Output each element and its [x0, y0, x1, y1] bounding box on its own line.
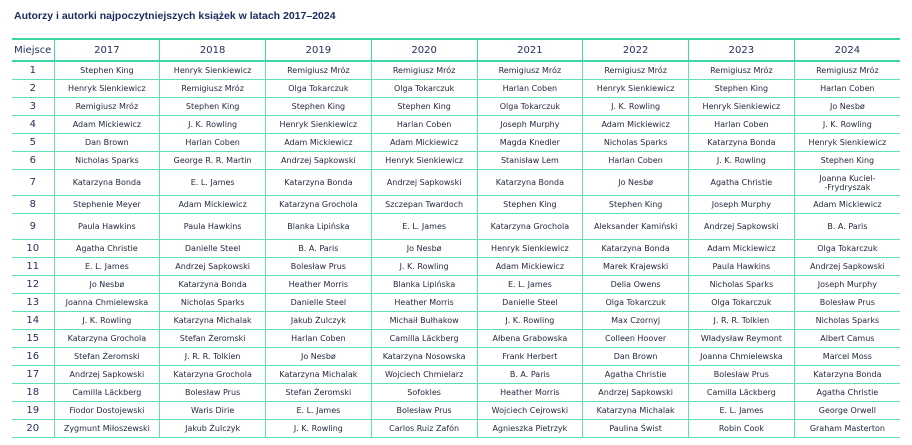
author-cell: Albert Camus — [794, 330, 900, 348]
author-cell: Fiodor Dostojewski — [54, 402, 160, 420]
author-cell: Agatha Christie — [689, 170, 795, 196]
author-cell: George Orwell — [794, 402, 900, 420]
author-cell: Bolesław Prus — [266, 258, 372, 276]
rank-cell: 19 — [12, 402, 54, 420]
author-cell: Bolesław Prus — [794, 294, 900, 312]
author-cell: Camilla Läckberg — [371, 330, 477, 348]
author-cell: J. K. Rowling — [266, 420, 372, 438]
author-cell: Katarzyna Grochola — [477, 214, 583, 240]
author-cell: Adam Mickiewicz — [477, 258, 583, 276]
author-cell: Stefan Żeromski — [54, 348, 160, 366]
author-cell: Bolesław Prus — [160, 384, 266, 402]
author-cell: J. K. Rowling — [54, 312, 160, 330]
rank-cell: 2 — [12, 80, 54, 98]
author-cell: Adam Mickiewicz — [371, 134, 477, 152]
author-cell: Jo Nesbø — [54, 276, 160, 294]
author-cell: B. A. Paris — [266, 240, 372, 258]
table-row — [12, 116, 900, 134]
author-cell: Henryk Sienkiewicz — [794, 134, 900, 152]
author-cell: Stephen King — [689, 80, 795, 98]
author-cell: Paula Hawkins — [54, 214, 160, 240]
author-cell: Henryk Sienkiewicz — [160, 61, 266, 80]
author-cell: Nicholas Sparks — [160, 294, 266, 312]
author-cell: Marcel Moss — [794, 348, 900, 366]
author-cell: Jo Nesbø — [583, 170, 689, 196]
rank-cell: 6 — [12, 152, 54, 170]
author-cell: Katarzyna Michalak — [583, 402, 689, 420]
author-cell: Katarzyna Bonda — [689, 134, 795, 152]
author-cell: Harlan Coben — [266, 330, 372, 348]
year-column-header: 2021 — [477, 39, 583, 61]
rank-cell: 12 — [12, 276, 54, 294]
author-cell: Heather Morris — [371, 294, 477, 312]
author-cell: Robin Cook — [689, 420, 795, 438]
author-cell: B. A. Paris — [794, 214, 900, 240]
author-cell: Ałbena Grabowska — [477, 330, 583, 348]
author-cell: Blanka Lipińska — [266, 214, 372, 240]
author-cell: B. A. Paris — [477, 366, 583, 384]
author-cell: Remigiusz Mróz — [160, 80, 266, 98]
author-cell: Stefan Żeromski — [160, 330, 266, 348]
author-cell: J. K. Rowling — [477, 312, 583, 330]
author-cell: Katarzyna Bonda — [160, 276, 266, 294]
header-row — [12, 39, 900, 61]
year-column-header: 2019 — [266, 39, 372, 61]
author-cell: E. L. James — [54, 258, 160, 276]
author-cell: Harlan Coben — [371, 116, 477, 134]
author-cell: Carlos Ruiz Zafón — [371, 420, 477, 438]
table-row — [12, 196, 900, 214]
author-cell: Agatha Christie — [54, 240, 160, 258]
author-cell: J. K. Rowling — [794, 116, 900, 134]
author-cell: Nicholas Sparks — [583, 134, 689, 152]
table-row — [12, 98, 900, 116]
author-cell: Andrzej Sapkowski — [794, 258, 900, 276]
author-cell: Wojciech Cejrowski — [477, 402, 583, 420]
author-cell: Henryk Sienkiewicz — [371, 152, 477, 170]
author-cell: Katarzyna Michalak — [266, 366, 372, 384]
author-cell: Frank Herbert — [477, 348, 583, 366]
author-cell: Szczepan Twardoch — [371, 196, 477, 214]
table-row — [12, 402, 900, 420]
author-cell: Magda Knedler — [477, 134, 583, 152]
author-cell: Katarzyna Grochola — [266, 196, 372, 214]
author-cell: Wojciech Chmielarz — [371, 366, 477, 384]
author-cell: Andrzej Sapkowski — [583, 384, 689, 402]
author-cell: E. L. James — [371, 214, 477, 240]
year-column-header: 2024 — [794, 39, 900, 61]
rank-column-header: Miejsce — [12, 39, 54, 61]
rank-cell: 14 — [12, 312, 54, 330]
author-cell: Jakub Żulczyk — [160, 420, 266, 438]
author-cell: Nicholas Sparks — [689, 276, 795, 294]
author-cell: Olga Tokarczuk — [689, 294, 795, 312]
author-cell: Olga Tokarczuk — [477, 98, 583, 116]
author-cell: Zygmunt Miłoszewski — [54, 420, 160, 438]
author-cell: Stephen King — [794, 152, 900, 170]
author-cell: Katarzyna Bonda — [54, 170, 160, 196]
author-cell: Stephenie Meyer — [54, 196, 160, 214]
author-cell: J. K. Rowling — [689, 152, 795, 170]
author-cell: Joseph Murphy — [794, 276, 900, 294]
author-cell: Delia Owens — [583, 276, 689, 294]
author-cell: Harlan Coben — [794, 80, 900, 98]
author-cell: Katarzyna Bonda — [794, 366, 900, 384]
author-cell: Heather Morris — [266, 276, 372, 294]
author-cell: J. R. R. Tolkien — [160, 348, 266, 366]
author-cell: Andrzej Sapkowski — [689, 214, 795, 240]
author-cell: Joseph Murphy — [689, 196, 795, 214]
author-cell: Remigiusz Mróz — [583, 61, 689, 80]
rank-cell: 4 — [12, 116, 54, 134]
author-cell: Nicholas Sparks — [54, 152, 160, 170]
author-cell: Joanna Chmielewska — [689, 348, 795, 366]
table-row — [12, 276, 900, 294]
author-cell: Camilla Läckberg — [54, 384, 160, 402]
author-cell: Bolesław Prus — [371, 402, 477, 420]
year-column-header: 2018 — [160, 39, 266, 61]
author-cell: Stanisław Lem — [477, 152, 583, 170]
author-cell: Adam Mickiewicz — [160, 196, 266, 214]
rank-cell: 10 — [12, 240, 54, 258]
author-cell: Paulina Świst — [583, 420, 689, 438]
author-cell: Remigiusz Mróz — [477, 61, 583, 80]
author-cell: Olga Tokarczuk — [583, 294, 689, 312]
author-cell: Katarzyna Bonda — [583, 240, 689, 258]
author-cell: Katarzyna Grochola — [54, 330, 160, 348]
author-cell: Olga Tokarczuk — [371, 80, 477, 98]
author-cell: Adam Mickiewicz — [583, 116, 689, 134]
table-row — [12, 312, 900, 330]
author-cell: Katarzyna Bonda — [477, 170, 583, 196]
author-cell: Katarzyna Nosowska — [371, 348, 477, 366]
author-cell: Andrzej Sapkowski — [371, 170, 477, 196]
table-row — [12, 80, 900, 98]
author-cell: Agatha Christie — [583, 366, 689, 384]
rank-cell: 11 — [12, 258, 54, 276]
author-cell: Remigiusz Mróz — [689, 61, 795, 80]
author-cell: Władysław Reymont — [689, 330, 795, 348]
author-cell: Stephen King — [266, 98, 372, 116]
author-cell: Heather Morris — [477, 384, 583, 402]
table-row — [12, 134, 900, 152]
author-cell: Sofokles — [371, 384, 477, 402]
author-cell: Henryk Sienkiewicz — [689, 98, 795, 116]
author-cell: Bolesław Prus — [689, 366, 795, 384]
table-row — [12, 240, 900, 258]
author-cell: George R. R. Martin — [160, 152, 266, 170]
author-cell: Adam Mickiewicz — [266, 134, 372, 152]
author-cell: Jo Nesbø — [794, 98, 900, 116]
author-cell: Stephen King — [160, 98, 266, 116]
author-cell: Remigiusz Mróz — [794, 61, 900, 80]
author-cell: Harlan Coben — [583, 152, 689, 170]
author-cell: Remigiusz Mróz — [54, 98, 160, 116]
author-cell: Camilla Läckberg — [689, 384, 795, 402]
author-cell: Agnieszka Pietrzyk — [477, 420, 583, 438]
author-cell: J. K. Rowling — [160, 116, 266, 134]
author-cell: Dan Brown — [54, 134, 160, 152]
author-cell: Stephen King — [583, 196, 689, 214]
author-cell: Agatha Christie — [794, 384, 900, 402]
author-cell: Katarzyna Bonda — [266, 170, 372, 196]
author-cell: Michaił Bułhakow — [371, 312, 477, 330]
rank-cell: 7 — [12, 170, 54, 196]
author-cell: Waris Dirie — [160, 402, 266, 420]
table-row — [12, 258, 900, 276]
author-cell: Andrzej Sapkowski — [54, 366, 160, 384]
table-row — [12, 330, 900, 348]
author-cell: Adam Mickiewicz — [794, 196, 900, 214]
table-row — [12, 61, 900, 80]
author-cell: Jo Nesbø — [266, 348, 372, 366]
author-cell: Stephen King — [54, 61, 160, 80]
rank-cell: 16 — [12, 348, 54, 366]
year-column-header: 2017 — [54, 39, 160, 61]
author-cell: Adam Mickiewicz — [54, 116, 160, 134]
rank-cell: 8 — [12, 196, 54, 214]
author-cell: Danielle Steel — [160, 240, 266, 258]
table-row — [12, 420, 900, 438]
author-cell: Harlan Coben — [477, 80, 583, 98]
author-cell: Colleen Hoover — [583, 330, 689, 348]
rank-cell: 9 — [12, 214, 54, 240]
author-cell: Blanka Lipińska — [371, 276, 477, 294]
author-cell: Henryk Sienkiewicz — [477, 240, 583, 258]
table-row — [12, 214, 900, 240]
author-cell: Andrzej Sapkowski — [160, 258, 266, 276]
author-cell: Danielle Steel — [477, 294, 583, 312]
rank-cell: 20 — [12, 420, 54, 438]
table-row — [12, 170, 900, 196]
table-row — [12, 366, 900, 384]
table-row — [12, 152, 900, 170]
author-cell: Harlan Coben — [689, 116, 795, 134]
author-cell: Joanna Chmielewska — [54, 294, 160, 312]
author-cell: J. K. Rowling — [583, 98, 689, 116]
table-row — [12, 294, 900, 312]
table-row — [12, 348, 900, 366]
author-cell: Adam Mickiewicz — [689, 240, 795, 258]
author-cell: E. L. James — [477, 276, 583, 294]
author-cell: Andrzej Sapkowski — [266, 152, 372, 170]
author-cell: E. L. James — [160, 170, 266, 196]
table-row — [12, 384, 900, 402]
author-cell: Graham Masterton — [794, 420, 900, 438]
author-cell: Marek Krajewski — [583, 258, 689, 276]
author-cell: E. L. James — [266, 402, 372, 420]
author-cell: E. L. James — [689, 402, 795, 420]
year-column-header: 2022 — [583, 39, 689, 61]
author-cell: Aleksander Kamiński — [583, 214, 689, 240]
author-cell: Nicholas Sparks — [794, 312, 900, 330]
author-cell: Harlan Coben — [160, 134, 266, 152]
author-cell: J. R. R. Tolkien — [689, 312, 795, 330]
author-cell: Jo Nesbø — [371, 240, 477, 258]
report-title: Autorzy i autorki najpoczytniejszych książek w latach 2017–2024 — [14, 10, 336, 22]
rank-cell: 1 — [12, 61, 54, 80]
author-cell: Max Czornyj — [583, 312, 689, 330]
author-cell: Stephen King — [477, 196, 583, 214]
author-cell: Dan Brown — [583, 348, 689, 366]
author-cell: Henryk Sienkiewicz — [583, 80, 689, 98]
author-cell: Joanna Kuciel- -Frydryszak — [794, 170, 900, 196]
table-body — [12, 61, 900, 438]
rank-cell: 15 — [12, 330, 54, 348]
author-cell: Olga Tokarczuk — [794, 240, 900, 258]
author-cell: Remigiusz Mróz — [371, 61, 477, 80]
author-cell: Katarzyna Michalak — [160, 312, 266, 330]
author-cell: Henryk Sienkiewicz — [266, 116, 372, 134]
author-cell: Remigiusz Mróz — [266, 61, 372, 80]
author-cell: J. K. Rowling — [371, 258, 477, 276]
author-cell: Olga Tokarczuk — [266, 80, 372, 98]
rank-cell: 18 — [12, 384, 54, 402]
author-cell: Joseph Murphy — [477, 116, 583, 134]
rank-cell: 13 — [12, 294, 54, 312]
year-column-header: 2020 — [371, 39, 477, 61]
author-cell: Katarzyna Grochola — [160, 366, 266, 384]
authors-ranking-table — [12, 38, 900, 438]
author-cell: Danielle Steel — [266, 294, 372, 312]
author-cell: Henryk Sienkiewicz — [54, 80, 160, 98]
rank-cell: 3 — [12, 98, 54, 116]
author-cell: Stefan Żeromski — [266, 384, 372, 402]
author-cell: Jakub Żulczyk — [266, 312, 372, 330]
author-cell: Paula Hawkins — [160, 214, 266, 240]
rank-cell: 5 — [12, 134, 54, 152]
author-cell: Paula Hawkins — [689, 258, 795, 276]
rank-cell: 17 — [12, 366, 54, 384]
year-column-header: 2023 — [689, 39, 795, 61]
author-cell: Stephen King — [371, 98, 477, 116]
